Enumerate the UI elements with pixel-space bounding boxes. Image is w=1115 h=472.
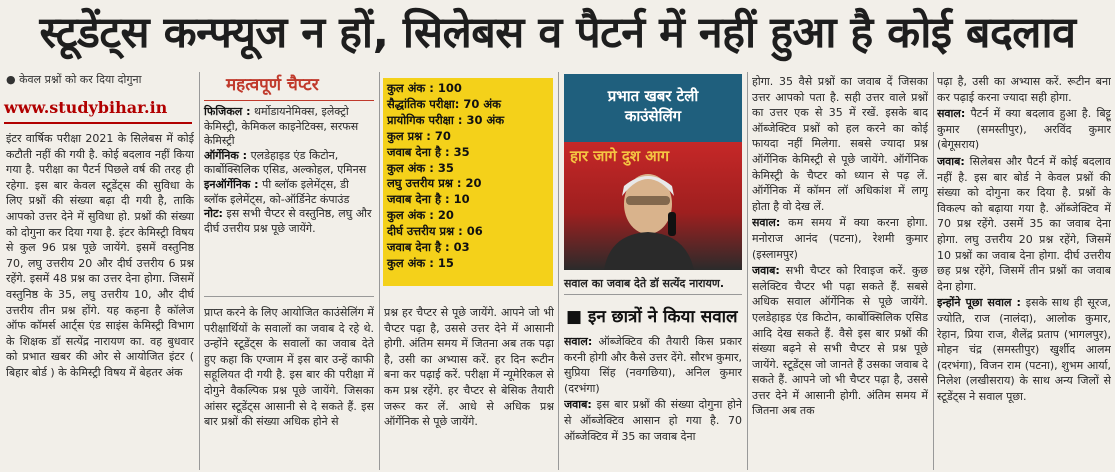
headline: स्टूडेंट्स कन्फ्यूज न हों, सिलेबस व पैटर्न में नहीं हुआ है कोई बदलाव (39, 8, 1076, 58)
chapters-title: महत्वपूर्ण चैप्टर (226, 75, 319, 95)
col6-intro: पढ़ा है, उसी का अभ्यास करें. रूटीन बना कर पढ़ाई करना ज्यादा सही होगा. (937, 75, 1111, 104)
marks-line: कुल अंक : 20 (387, 208, 454, 223)
photo-header (564, 74, 742, 142)
site-watermark[interactable]: www.studybihar.in (4, 98, 168, 117)
qa-bullet-icon: ■ (566, 307, 588, 327)
marks-line: कुल प्रश्न : 70 (387, 128, 451, 143)
col1-body: इंटर वार्षिक परीक्षा 2021 के सिलेबस में कोई कटौती नहीं की गयी है. कोई बदलाव नहीं किया गया है. परीक्षा का पैटर्न पिछले वर्ष की तरह ही रहेगा. इस बार केवल स्टूडेंट्स की सुविधा के लिए प्रश्नों की संख्या बढ़ा दी गयी है, ताकि आपको उत्तर देने में सुविधा हो. प्रश्नों की संख्या को दोगुना कर दिया गया है. इंटर केमिस्ट्री विषय से कुल 96 प्रश्न पूछे जायेंगे. इसमें वस्तुनिष्ठ 70, लघु उत्तरीय 20 और दीर्घ उत्तरीय 6 प्रश्न रहेंगे. इसमें 48 प्रश्न का उत्तर देना होगा. जिसमें वस्तुनिष्ठ के 35, लघु उत्तरीय 10, और दीर्घ उत्तरीय तीन प्रश्न होंगे. यह कहना है कॉलेज ऑफ कॉमर्स आर्ट्स एंड साइंस केमिस्ट्री विभाग के शिक्षक डॉ सत्येंद्र नारायण का. वह बुधवार को प्रभात खबर की ओर से आयोजित इंटर ( बिहार बोर्ड ) के केमिस्ट्री विषय में बेहतर अंक (6, 132, 194, 379)
column-divider (933, 72, 934, 470)
chapters-divider (204, 296, 374, 297)
chapter-organic: ऑर्गेनिक : एलडेहाइड एंड किटोन, कार्बोक्सिलिक एसिड, अल्कोहल, एमिनस (204, 148, 367, 177)
qa-body (564, 334, 742, 471)
chapters-box (204, 72, 374, 308)
chapter-inorganic: इनऑर्गेनिक : पी ब्लॉक इलेमेंट्स, डी ब्लॉक इलेमेंट्स, को-ऑर्डिनेट कंपाउंड (204, 177, 350, 206)
marks-line: जवाब देना है : 35 (387, 144, 470, 159)
col3-body: प्रश्न हर चैप्टर से पूछे जायेंगे. आपने जो भी चैप्टर पढ़ा है, उससे उत्तर देने में आसानी होगी. अंतिम समय में जितना अब तक पढ़ा है, उसी का अभ्यास करें. हर दिन रूटीन बना कर पढ़ाई करें. परीक्षा में न्यूमेरिकल से कम प्रश्न रहेंगे. हर चैप्टर से बेसिक तैयारी जरूर कर लें. आधे से अधिक प्रश्न ऑर्गेनिक से पूछे जायेंगे. (384, 306, 554, 429)
col6-answer: जवाब: सिलेबस और पैटर्न में कोई बदलाव नहीं है. इस बार बोर्ड ने केवल प्रश्नों की संख्या को दोगुना कर दिया है. प्रश्नों के विकल्प को बढ़ाया गया है. ऑब्जेक्टिव में 70 प्रश्न रहेंगे. उसमें 35 का जवाब देना होगा. लघु उत्तरीय 20 प्रश्न रहेंगे, जिसमें 10 प्रश्नों का जवाब देना होगा. दीर्घ उत्तरीय छह प्रश्न रहेंगे, जिसमें तीन प्रश्नों का जवाब देना होगा. (937, 154, 1111, 293)
qa-question: सवाल: ऑब्जेक्टिव की तैयारी किस प्रकार करनी होगी और कैसे उत्तर देंगे. सौरभ कुमार, सुप्रिया सिंह (नवगछिया), अनिल कुमार (दरभंगा) (564, 335, 742, 395)
marks-line: सैद्धांतिक परीक्षा: 70 अंक (387, 96, 501, 111)
photo-title-line1: प्रभात खबर टेली (607, 87, 699, 105)
column-divider (379, 72, 380, 470)
site-underline (4, 122, 192, 124)
marks-line: जवाब देना है : 10 (387, 192, 470, 207)
col6-body (937, 74, 1111, 471)
col5-answer: जवाब: सभी चैप्टर को रिवाइज करें. कुछ सलेक्टिव चैप्टर भी पढ़ा सकते हैं. सबसे अधिक सवाल ऑर्गेनिक से पूछे जायेंगे. एलडेहाइड एंड किटोन, कार्बोक्सिलिक एसिड आदि देख सकते हैं. वैसे इस बार प्रश्नों की संख्या बढ़ने से सभी चैप्टर से प्रश्न पूछे जायेंगे. स्टूडेंट्स जो जानते हैं उसका जवाब दे सकते हैं. आपने जो भी चैप्टर पढ़ा है, उससे उत्तर देने में आसानी होगी. अंतिम समय में जितना अब तक (752, 264, 928, 418)
marks-line: लघु उत्तरीय प्रश्न : 20 (387, 176, 482, 191)
marks-line: कुल अंक : 100 (387, 81, 462, 95)
bullet-icon: ● (6, 73, 20, 86)
person-silhouette (564, 142, 742, 270)
photo-banner-text: हार जागे दुश आग (570, 147, 670, 165)
col2-body: प्राप्त करने के लिए आयोजित काउंसेलिंग में परीक्षार्थियों के सवालों का जवाब दे रहे थे. उन्होंने स्टूडेंट्स के सवालों का जवाब देते हुए कहा कि एग्जाम में इस बार उन्हें काफी सहूलियत दी गयी है. इस बार की परीक्षा में दोगुने वैकल्पिक प्रश्न पूछे जायेंगे. जिसका आंसर स्टूडेंट्स आसानी से दे सकते हैं. इस बार प्रश्नों की संख्या अधिक होने से (204, 306, 374, 429)
column-divider (558, 72, 559, 470)
col6-question: सवाल: पैटर्न में क्या बदलाव हुआ है. बिट्टू कुमार (समस्तीपुर), अरविंद कुमार (बेगूसराय) (937, 107, 1111, 152)
marks-line: कुल अंक : 35 (387, 160, 454, 175)
qa-answer: जवाब: इस बार प्रश्नों की संख्या दोगुना होने से ऑब्जेक्टिव आसान हो गया है. 70 ऑब्जेक्टिव में 35 का जवाब देना (564, 398, 742, 443)
marks-line: जवाब देना है : 03 (387, 240, 470, 255)
qa-rule (564, 294, 742, 295)
marks-line: कुल अंक : 15 (387, 255, 454, 270)
col5-question: सवाल: कम समय में क्या करना होगा. मनोराज आनंद (पटना), रेशमी कुमार (इस्लामपुर) (752, 216, 928, 261)
chapter-physical: फिजिकल : थर्मोडायनेमिक्स, इलेक्ट्रो केमिस्ट्री, केमिकल काइनेटिक्स, सरफस केमिस्ट्री (204, 105, 359, 148)
col5-intro: होगा. 35 वैसे प्रश्नों का जवाब दें जिसका उत्तर आपको पता है. सही उत्तर वाले प्रश्नों का उत्तर एक से 35 में रखें. इसके बाद ऑब्जेक्टिव प्रश्नों को हल करने का कोई फायदा नहीं मिलेगा. सबसे ज्यादा प्रश्न ऑर्गेनिक केमिस्ट्री से पूछे जायेंगे. ऑर्गेनिक केमिस्ट्री के चैप्टर को ध्यान से पढ़ लें. ऑर्गेनिक में कॉमन लॉ अधिकांश में लागू होता है वो देख लें. (752, 75, 928, 213)
bullet-subhead: ● केवल प्रश्नों को कर दिया दोगुना (6, 73, 142, 86)
counselor-photo (564, 142, 742, 270)
column-divider (199, 72, 200, 470)
marks-line: दीर्घ उत्तरीय प्रश्न : 06 (387, 224, 483, 239)
chapter-note: नोट: इस सभी चैप्टर से वस्तुनिष्ठ, लघु और दीर्घ उत्तरीय प्रश्न पूछे जायेंगे. (204, 207, 372, 235)
column-divider (747, 72, 748, 470)
col5-body (752, 74, 928, 471)
photo-title-line2: काउंसेलिंग (624, 107, 682, 125)
chapters-title-rule (204, 100, 374, 101)
marks-line: प्रायोगिक परीक्षा : 30 अंक (387, 112, 505, 127)
col6-askers: इन्होंने पूछा सवाल : इसके साथ ही सूरज, ज्योति, राज (नालंदा), आलोक कुमार, रेहान, प्रिया राज, शैलेंद्र प्रताप (भागलपुर), मोहन चंद्र (समस्तीपुर) खुर्शीद आलम (दरभंगा), विजन राम (पटना), शुभम आर्या, निलेश (लखीसराय) के साथ अन्य जिलों से स्टूडेंट्स ने सवाल पूछा. (937, 296, 1111, 403)
photo-caption: सवाल का जवाब देते डॉ सत्येंद नारायण. (564, 277, 725, 290)
qa-title: ■ इन छात्रों ने किया सवाल (566, 307, 738, 327)
marks-box (383, 78, 553, 286)
